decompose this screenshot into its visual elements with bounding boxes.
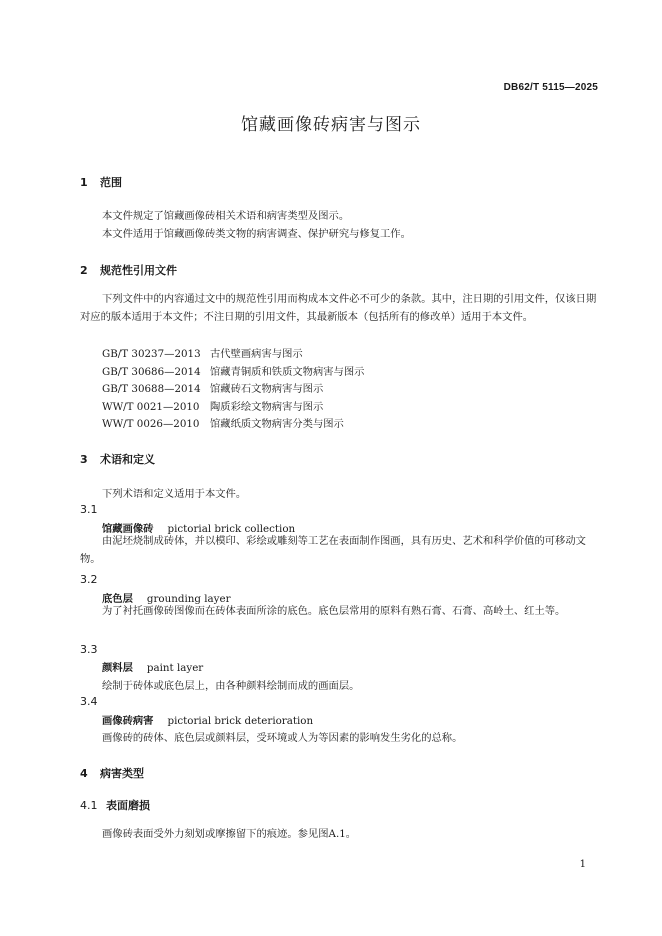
term-entry bbox=[102, 659, 203, 674]
page-number: 1 bbox=[579, 859, 586, 870]
section-title: 病害类型 bbox=[100, 767, 144, 780]
subsection-text: 画像砖表面受外力刻划或摩擦留下的痕迹。参见图A.1。 bbox=[102, 828, 357, 840]
term-number: 3.2 bbox=[80, 573, 98, 586]
terms-intro: 下列术语和定义适用于本文件。 bbox=[102, 488, 247, 500]
subsection-number: 4.1 bbox=[80, 799, 98, 812]
section-title: 规范性引用文件 bbox=[100, 264, 177, 277]
term-english: grounding layer bbox=[146, 593, 231, 605]
references-intro: 下列文件中的内容通过文中的规范性引用而构成本文件必不可少的条款。其中，注日期的引用文件，仅该日期对应的版本适用于本文件；不注日期的引用文件，其最新版本（包括所有的修改单）适用于本文件。 bbox=[80, 293, 597, 323]
reference-name: 古代壁画病害与图示 bbox=[210, 348, 303, 360]
section-heading-scope bbox=[80, 174, 122, 190]
scope-paragraph-2: 本文件适用于馆藏画像砖类文物的病害调查、保护研究与修复工作。 bbox=[102, 228, 411, 240]
reference-code: WW/T 0026—2010 bbox=[102, 418, 200, 430]
reference-code: WW/T 0021—2010 bbox=[102, 401, 200, 413]
reference-code: GB/T 30688—2014 bbox=[102, 383, 201, 395]
reference-item bbox=[102, 398, 323, 413]
reference-item bbox=[102, 380, 323, 395]
section-heading-deterioration-types bbox=[80, 765, 144, 781]
section-title: 范围 bbox=[100, 176, 122, 189]
term-chinese: 颜料层 bbox=[102, 662, 133, 674]
reference-name: 馆藏青铜质和铁质文物病害与图示 bbox=[210, 366, 365, 378]
reference-name: 馆藏砖石文物病害与图示 bbox=[210, 383, 324, 395]
document-title: 馆藏画像砖病害与图示 bbox=[241, 115, 421, 135]
term-definition: 绘制于砖体或底色层上，由各种颜料绘制而成的画面层。 bbox=[102, 680, 360, 692]
term-chinese: 馆藏画像砖 bbox=[102, 523, 154, 535]
section-number: 3 bbox=[80, 453, 88, 466]
reference-name: 陶质彩绘文物病害与图示 bbox=[210, 401, 324, 413]
subsection-heading-surface-abrasion bbox=[80, 797, 150, 813]
term-number: 3.4 bbox=[80, 695, 98, 708]
term-chinese: 底色层 bbox=[102, 593, 133, 605]
reference-code: GB/T 30237—2013 bbox=[102, 348, 201, 360]
standard-code: DB62/T 5115—2025 bbox=[503, 82, 598, 93]
subsection-title: 表面磨损 bbox=[106, 799, 150, 812]
reference-item bbox=[102, 363, 364, 378]
term-number: 3.1 bbox=[80, 503, 98, 516]
section-heading-terms-definitions bbox=[80, 451, 155, 467]
section-number: 2 bbox=[80, 264, 88, 277]
section-number: 4 bbox=[80, 767, 88, 780]
term-english: pictorial brick deterioration bbox=[167, 715, 314, 727]
term-english: pictorial brick collection bbox=[167, 523, 296, 535]
term-definition: 由泥坯烧制成砖体，并以模印、彩绘或雕刻等工艺在表面制作图画，具有历史、艺术和科学价值的可移动文物。 bbox=[80, 535, 586, 565]
reference-code: GB/T 30686—2014 bbox=[102, 366, 201, 378]
term-english: paint layer bbox=[146, 662, 204, 674]
term-chinese: 画像砖病害 bbox=[102, 715, 154, 727]
reference-item bbox=[102, 415, 344, 430]
section-heading-normative-references bbox=[80, 262, 177, 278]
term-number: 3.3 bbox=[80, 643, 98, 656]
scope-paragraph-1: 本文件规定了馆藏画像砖相关术语和病害类型及图示。 bbox=[102, 210, 350, 222]
term-entry bbox=[102, 712, 313, 727]
section-title: 术语和定义 bbox=[100, 453, 155, 466]
term-definition: 画像砖的砖体、底色层或颜料层，受环境或人为等因素的影响发生劣化的总称。 bbox=[102, 732, 463, 744]
reference-name: 馆藏纸质文物病害分类与图示 bbox=[210, 418, 344, 430]
section-number: 1 bbox=[80, 176, 88, 189]
reference-item bbox=[102, 345, 303, 360]
term-definition: 为了衬托画像砖图像而在砖体表面所涂的底色。底色层常用的原料有熟石膏、石膏、高岭土、红土等。 bbox=[102, 605, 566, 617]
